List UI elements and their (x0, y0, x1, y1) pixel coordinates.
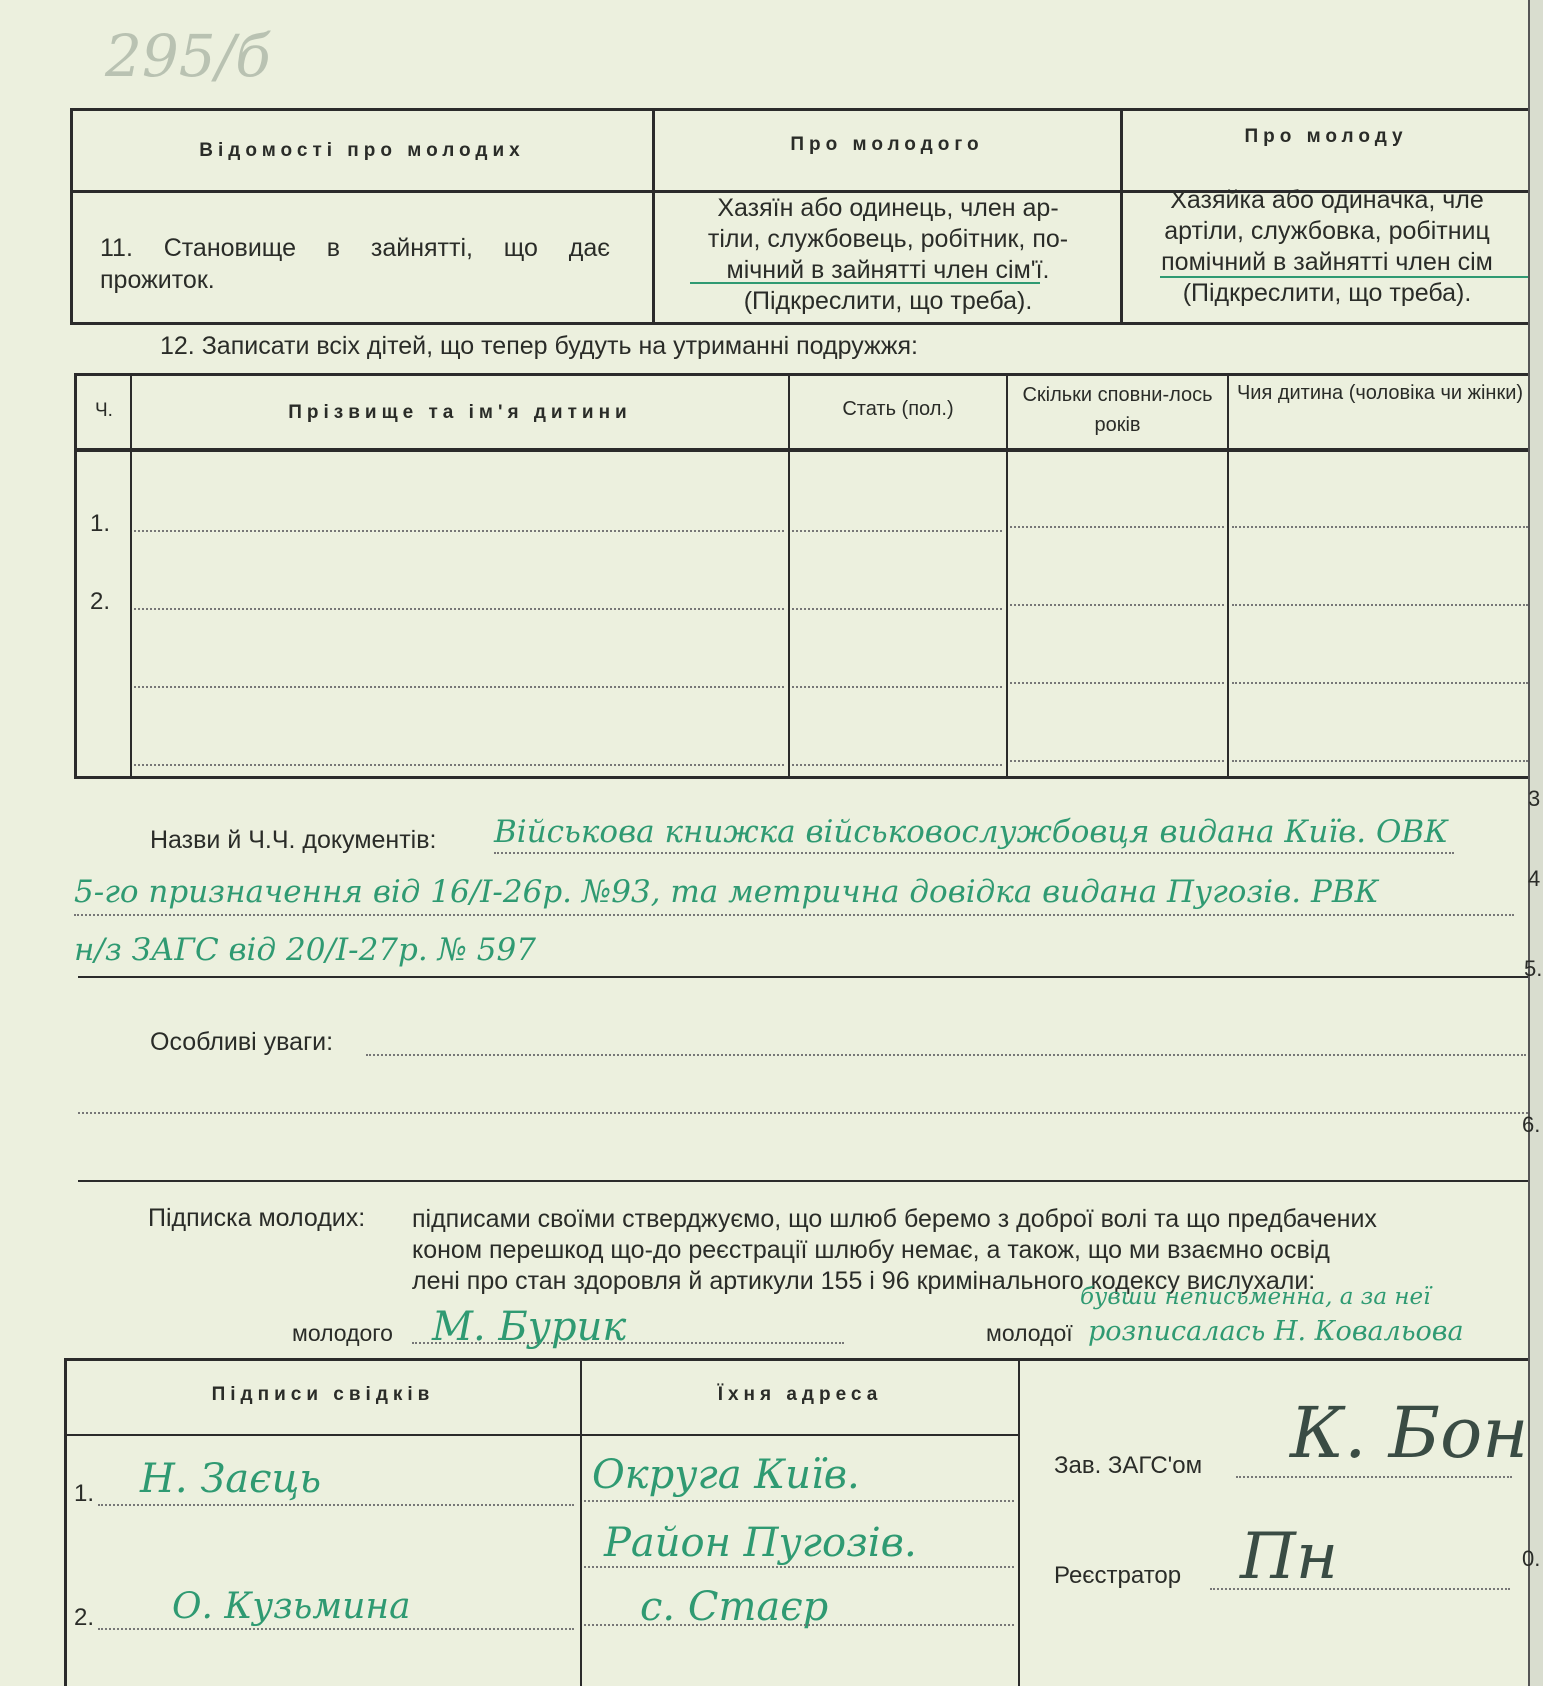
witness-2-signature: О. Кузьмина (172, 1586, 411, 1627)
margin-number-0: 0. (1522, 1546, 1541, 1571)
groom-line-4: (Підкреслити, що треба). (743, 287, 1033, 315)
row-11-bride-options (1126, 185, 1528, 309)
col-whose-header: Чия дитина (чоловіка чи жінки) (1236, 382, 1524, 404)
page-fold-edge (1528, 0, 1543, 1686)
col-child-name-header: Прізвище та ім'я дитини (288, 402, 632, 423)
bride-underline (1160, 276, 1528, 278)
header-about-bride: Про молоду (1244, 126, 1408, 147)
bride-note: бувши неписьменна, а за неї (1080, 1284, 1431, 1310)
header-witness-address: Їхня адреса (717, 1384, 883, 1405)
section-12-title: 12. Записати всіх дітей, що тепер будуть на утриманні подружжя: (160, 332, 918, 360)
col-sex-header: Стать (пол.) (842, 398, 954, 420)
registrar-label: Реєстратор (1054, 1562, 1182, 1589)
subscription-line-3: лені про стан здоровля й артикули 155 і 96 кримінального кодексу вислухали: (412, 1267, 1316, 1295)
subscription-label: Підписка молодих: (148, 1204, 366, 1232)
bride-signature: розписалась Н. Ковальова (1088, 1316, 1464, 1347)
bride-line-4: (Підкреслити, що треба). (1182, 279, 1472, 307)
groom-signature: М. Бурик (432, 1304, 627, 1350)
subscription-line-1: підписами своїми стверджуємо, що шлюб беремо з доброї волі та що предбачених (412, 1205, 1377, 1233)
witness-2-address: с. Стаєр (640, 1584, 829, 1630)
documents-label: Назви й Ч.Ч. документів: (150, 826, 437, 854)
witness-1-signature: Н. Заєць (140, 1456, 322, 1502)
groom-line-3: мічний в зайнятті член сім'ї. (726, 256, 1050, 284)
margin-number-4: 4 (1528, 866, 1541, 891)
groom-underline (690, 282, 1040, 284)
bride-line-2: артіли, службовка, робітниц (1164, 217, 1490, 245)
documents-line-3: н/з ЗАГС від 20/І-27р. № 597 (74, 932, 536, 968)
witness-2-num: 2. (74, 1604, 95, 1631)
row-11-groom-options (658, 193, 1118, 317)
groom-line-1: Хазяїн або одинець, член ар- (717, 194, 1059, 222)
header-about-groom: Про молодого (790, 134, 984, 155)
header-witness-signatures: Підписи свідків (211, 1384, 435, 1405)
bride-line-3: помічний в зайнятті член сім (1161, 248, 1493, 276)
col-age-header: Скільки сповни-лось років (1022, 384, 1213, 436)
witness-1-num: 1. (74, 1480, 95, 1507)
bride-signature-label: молодої (986, 1320, 1073, 1346)
registrar-signature: Пн (1240, 1520, 1338, 1594)
child-row-1-num: 1. (90, 510, 111, 537)
notes-label: Особливі уваги: (150, 1028, 334, 1056)
documents-line-1: Військова книжка військовослужбовця видана Київ. ОВК (494, 814, 1449, 850)
groom-signature-label: молодого (292, 1320, 393, 1346)
bride-line-1: Хазяйка або одиначка, чле (1170, 186, 1484, 214)
witness-1-address: Округа Київ. (592, 1452, 860, 1498)
registry-head-signature: К. Бон (1290, 1392, 1529, 1474)
registry-head-label: Зав. ЗАГС'ом (1054, 1452, 1203, 1479)
margin-number-6: 6. (1522, 1112, 1541, 1137)
documents-line-2: 5-го призначення від 16/І-26р. №93, та метрична довідка видана Пугозів. РВК (74, 874, 1379, 910)
subscription-line-2: коном перешкод що-до реєстрації шлюбу немає, а також, що ми взаємно освід (412, 1236, 1330, 1264)
margin-number-5: 5. (1524, 956, 1543, 981)
groom-line-2: тіли, службовець, робітник, по- (707, 225, 1069, 253)
witness-address-line-2: Район Пугозів. (604, 1520, 917, 1566)
row-11-label: 11. Становище в зайнятті, що дає прожиток. (100, 234, 610, 294)
col-num-header: Ч. (95, 400, 113, 421)
child-row-2-num: 2. (90, 588, 111, 615)
header-info-about-couple: Відомості про молодих (199, 140, 525, 161)
margin-number-3: 3 (1528, 786, 1541, 811)
corner-mark: 295/б (105, 22, 271, 90)
